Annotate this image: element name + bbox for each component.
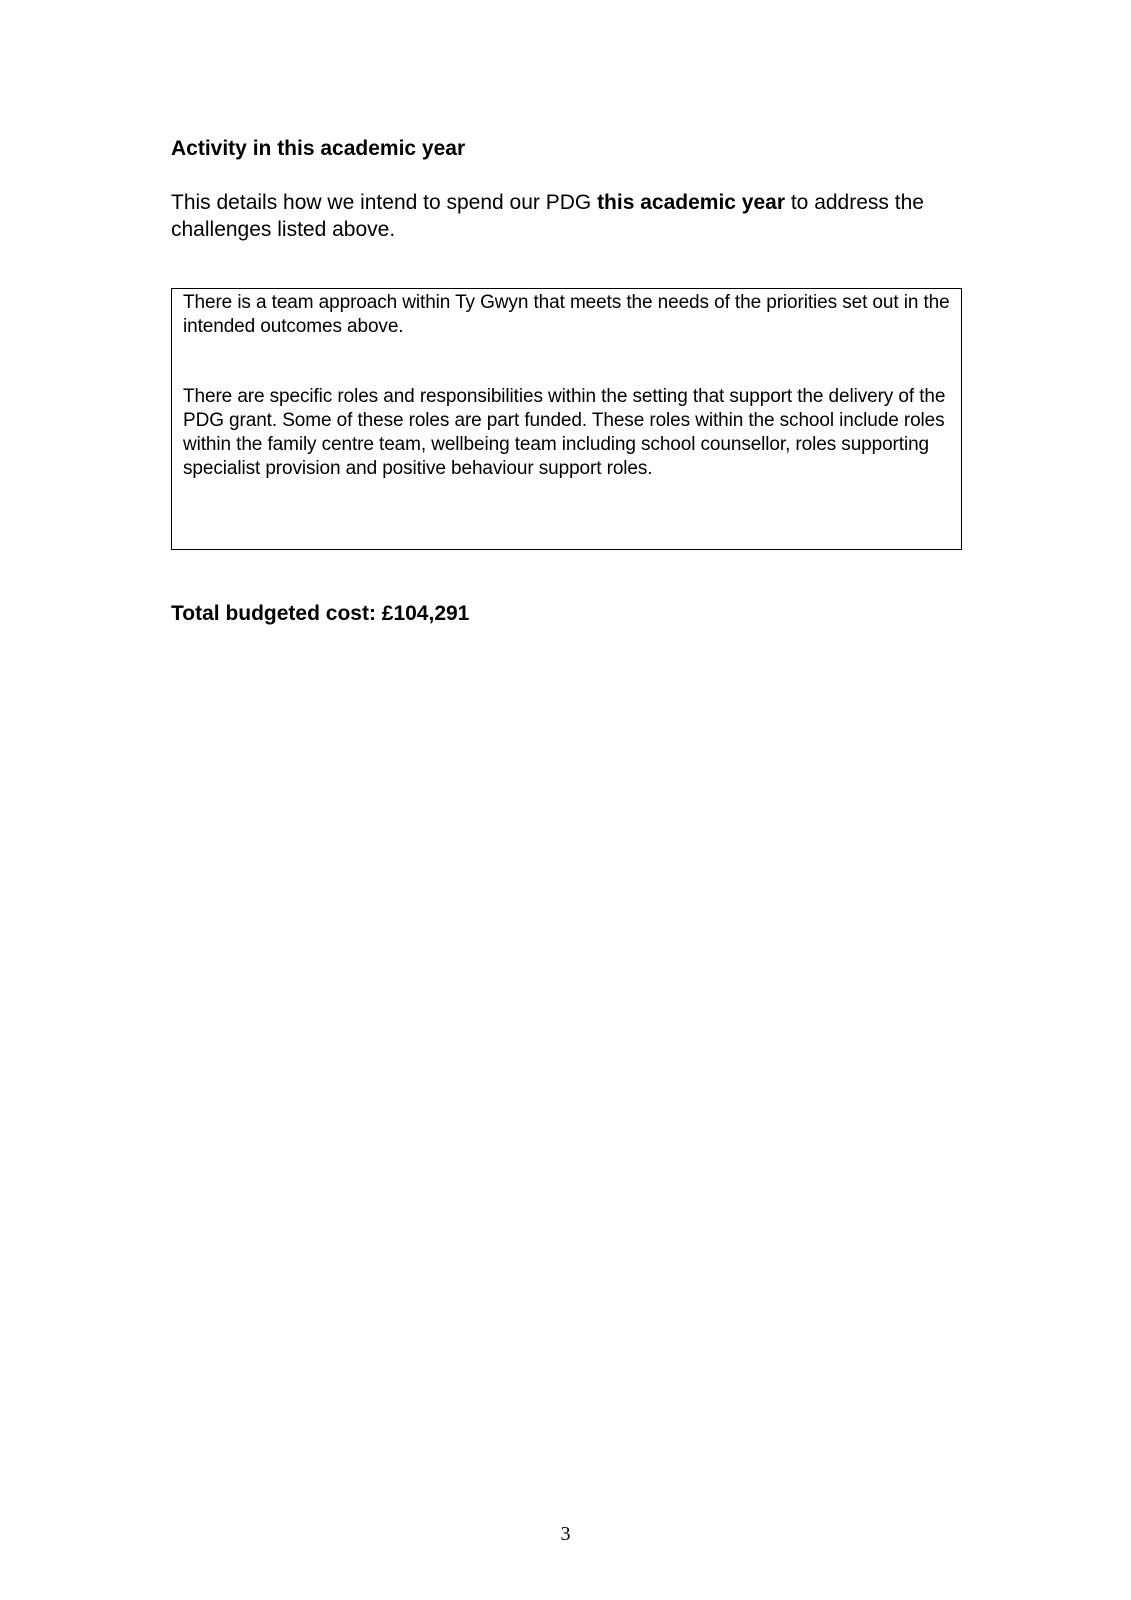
activity-paragraph-roles: There are specific roles and responsibilities within the setting that support the delivery of the PDG grant. Some of these roles are part funded. These roles within the school include roles within the family centre team, wellbeing team including school counsellor, roles supporting specialist provision and positive behaviour support roles.	[183, 386, 946, 479]
intro-emphasis: this academic year	[597, 191, 786, 214]
intro-paragraph	[171, 189, 971, 243]
intro-text-after: to address the challenges listed above.	[171, 191, 924, 241]
page-number: 3	[560, 1523, 571, 1545]
total-budgeted-cost: Total budgeted cost: £104,291	[171, 602, 470, 625]
activity-paragraph-team-approach: There is a team approach within Ty Gwyn that meets the needs of the priorities set out in the intended outcomes above.	[183, 292, 950, 337]
intro-text-before: This details how we intend to spend our PDG	[171, 191, 598, 214]
section-heading: Activity in this academic year	[171, 137, 466, 160]
activity-description-box	[171, 288, 962, 550]
